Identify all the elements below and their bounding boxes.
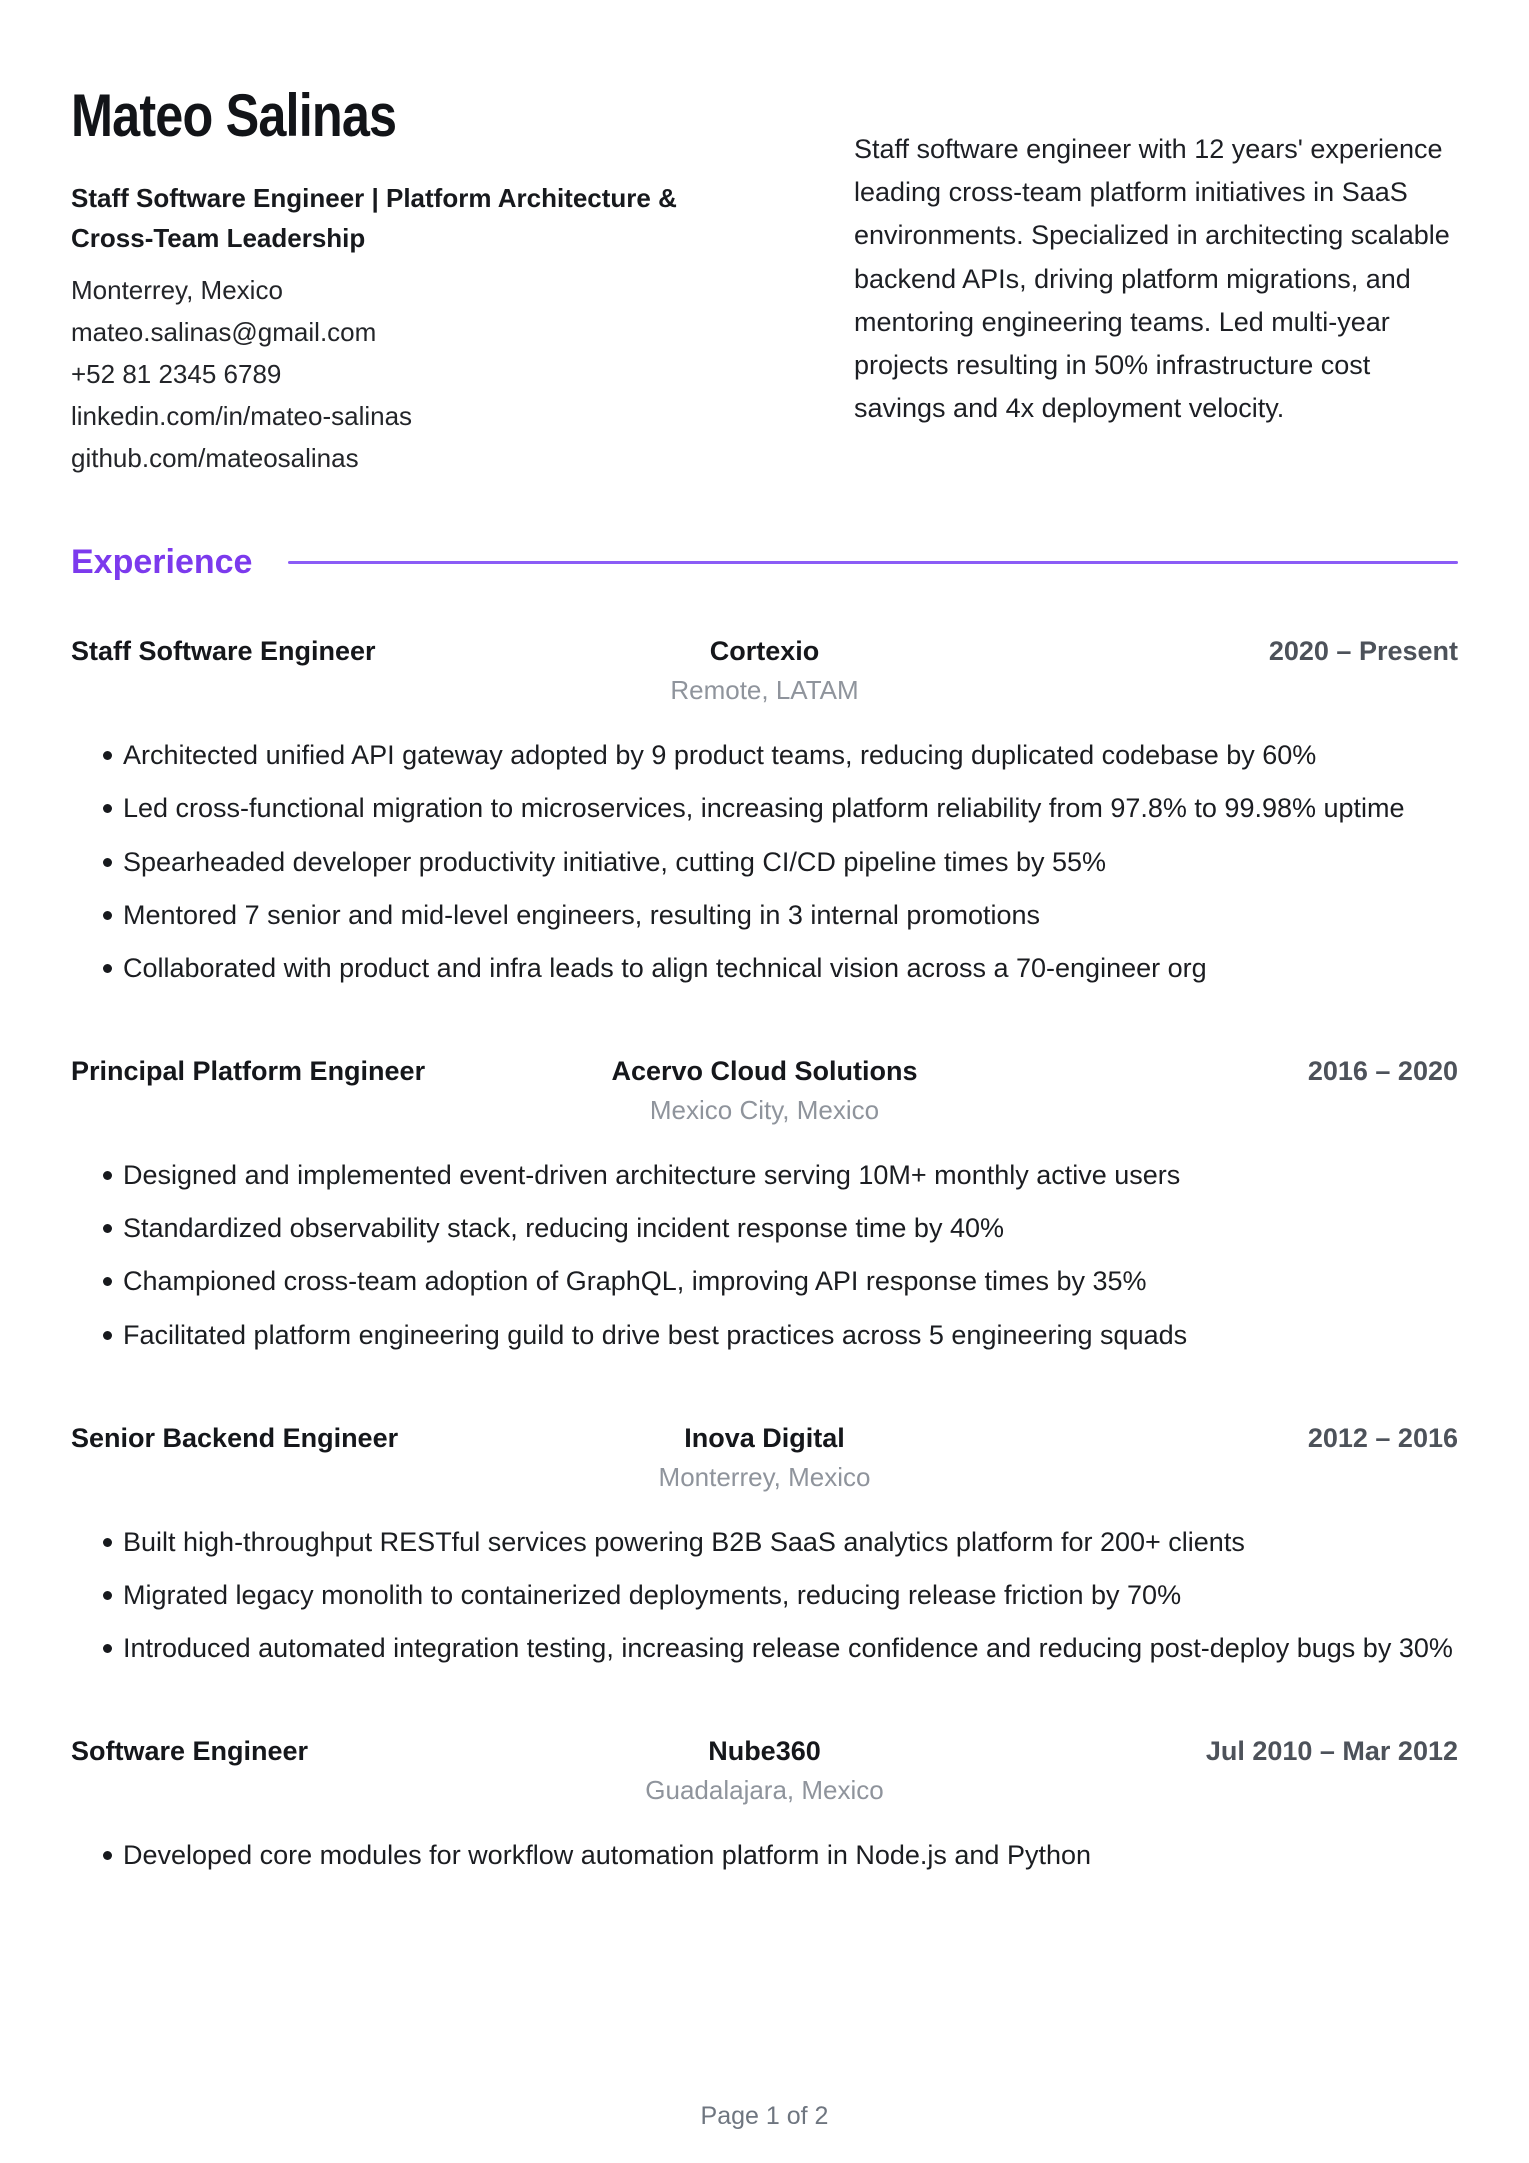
contact-phone: +52 81 2345 6789 [71,358,282,389]
resume-header [71,82,1458,479]
job-company: Nube360 [708,1736,821,1767]
job-location: Guadalajara, Mexico [645,1775,884,1806]
job-title: Senior Backend Engineer [71,1422,399,1453]
job-location: Remote, LATAM [670,675,859,706]
contact-linkedin: linkedin.com/in/mateo-salinas [71,400,413,431]
person-name: Mateo Salinas [71,82,397,149]
summary-block [854,86,1458,430]
job-entry-nube360 [71,1736,1458,1877]
job-bullet-list [71,1521,1458,1671]
job-title: Staff Software Engineer [71,636,376,667]
job-bullet: Standardized observability stack, reducing incident response time by 40% [71,1207,1458,1250]
job-location: Mexico City, Mexico [649,1095,880,1126]
job-header [71,1423,1458,1454]
job-bullet: Built high-throughput RESTful services powering B2B SaaS analytics platform for 200+ clients [71,1521,1458,1564]
identity-block [71,82,771,479]
job-bullet-list [71,1154,1458,1357]
contact-email: mateo.salinas@gmail.com [71,316,377,347]
job-title: Software Engineer [71,1736,309,1767]
job-header [71,1056,1458,1087]
job-bullet: Led cross-functional migration to microservices, increasing platform reliability from 97.8% to 99.98% uptime [71,787,1458,830]
job-bullet: Championed cross-team adoption of GraphQL, improving API response times by 35% [71,1260,1458,1303]
page-indicator: Page 1 of 2 [700,2102,829,2130]
job-dates: Jul 2010 – Mar 2012 [1205,1736,1458,1767]
job-bullet: Migrated legacy monolith to containerized deployments, reducing release friction by 70% [71,1574,1458,1617]
contact-github: github.com/mateosalinas [71,443,359,474]
job-bullet: Developed core modules for workflow automation platform in Node.js and Python [71,1834,1458,1877]
experience-section-heading-row [71,543,1458,582]
job-bullet: Mentored 7 senior and mid-level engineers, resulting in 3 internal promotions [71,894,1458,937]
job-dates: 2020 – Present [1268,636,1458,667]
job-company: Inova Digital [684,1422,845,1453]
job-dates: 2016 – 2020 [1307,1056,1458,1087]
professional-headline: Staff Software Engineer | Platform Architecture & Cross-Team Leadership [71,183,677,254]
job-bullet: Designed and implemented event-driven architecture serving 10M+ monthly active users [71,1154,1458,1197]
job-bullet: Architected unified API gateway adopted by 9 product teams, reducing duplicated codebase by 60% [71,734,1458,777]
job-location: Monterrey, Mexico [658,1461,871,1492]
job-entry-cortexio [71,636,1458,990]
professional-summary: Staff software engineer with 12 years' experience leading cross-team platform initiatives in SaaS environments. Specialized in architecting scalable backend APIs, driving platform migrations, and mentoring engineering teams. Led multi-year projects resulting in 50% infrastructure cost savings and 4x deployment velocity. [854,134,1450,424]
job-bullet: Collaborated with product and infra leads to align technical vision across a 70-engineer org [71,947,1458,990]
job-bullet: Facilitated platform engineering guild to drive best practices across 5 engineering squads [71,1314,1458,1357]
job-bullet-list [71,1834,1458,1877]
job-company: Cortexio [709,636,820,667]
job-entry-acervo-cloud-solutions [71,1056,1458,1357]
contact-list [71,269,771,480]
job-bullet-list [71,734,1458,990]
job-header [71,636,1458,667]
job-company: Acervo Cloud Solutions [611,1056,918,1087]
section-divider-line [288,561,1458,564]
job-bullet: Spearheaded developer productivity initiative, cutting CI/CD pipeline times by 55% [71,841,1458,884]
job-title: Principal Platform Engineer [71,1056,426,1087]
job-bullet: Introduced automated integration testing, increasing release confidence and reducing post-deploy bugs by 30% [71,1627,1458,1670]
job-dates: 2012 – 2016 [1307,1422,1458,1453]
job-entry-inova-digital [71,1423,1458,1671]
contact-location: Monterrey, Mexico [71,274,283,305]
job-header [71,1736,1458,1767]
experience-section-title: Experience [71,543,253,582]
